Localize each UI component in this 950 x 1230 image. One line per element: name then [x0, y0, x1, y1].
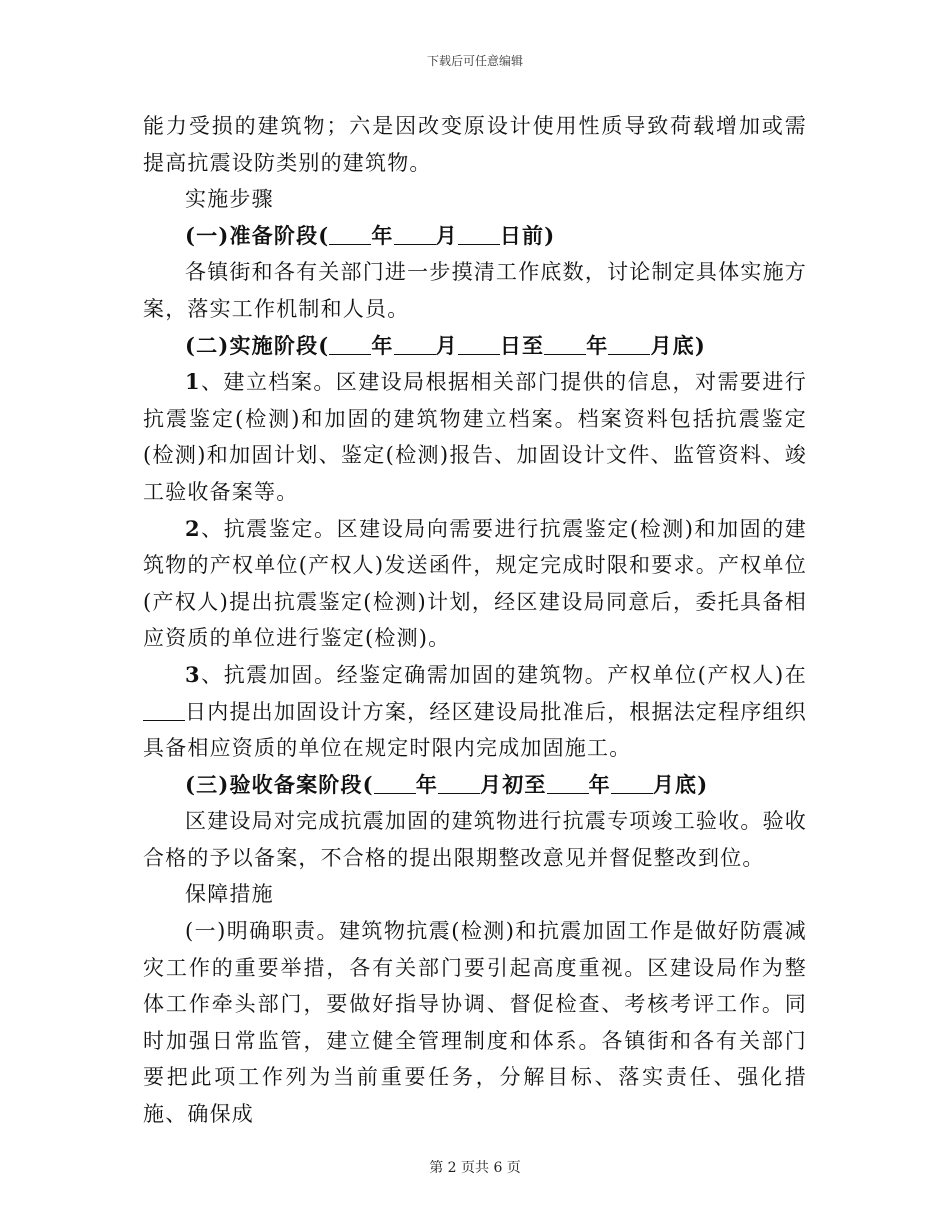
page-header: 下载后可任意编辑 [426, 54, 523, 68]
stage-heading-text: (三)验收备案阶段( [185, 771, 374, 797]
item-number: 1 [185, 369, 201, 395]
blank-line [143, 699, 185, 721]
stage-heading-text: 年 [415, 771, 439, 797]
stage-heading-text: 月底) [650, 332, 706, 358]
paragraph-building-categories: 能力受损的建筑物；六是因改变原设计使用性质导致荷载增加或需提高抗震设防类别的建筑物。 [143, 114, 807, 175]
stage-heading-text: 月 [435, 332, 458, 358]
stage-heading-text: 年 [588, 771, 611, 797]
blank-line [374, 772, 416, 794]
stage-heading-implementation [143, 328, 807, 365]
item-number: 3 [185, 661, 201, 687]
stage-heading-text: 日前) [499, 222, 556, 248]
stage-heading-text: 月底) [652, 771, 709, 797]
stage-heading-text: 月 [435, 222, 458, 248]
document-body [143, 108, 807, 1133]
paragraph-responsibilities: (一)明确职责。建筑物抗震(检测)和抗震加固工作是做好防震减灾工作的重要举措，各有关部门要引起高度重视。区建设局作为整体工作牵头部门，要做好指导协调、督促检查、考核考评工作。同时加强日常监管，建立健全管理制度和体系。各镇街和各有关部门要把此项工作列为当前重要任务，分解目标、落实责任、强化措施、确保成 [143, 919, 807, 1127]
stage-heading-text: (一)准备阶段( [185, 222, 330, 248]
section-heading-implementation-steps: 实施步骤 [185, 187, 274, 212]
blank-line [394, 333, 436, 355]
stage-heading-text: 年 [371, 222, 394, 248]
stage-heading-text: (二)实施阶段( [185, 332, 330, 358]
section-heading-safeguards: 保障措施 [185, 882, 274, 907]
blank-line [394, 223, 436, 245]
paragraph-text: 、抗震鉴定。区建设局向需要进行抗震鉴定(检测)和加固的建筑物的产权单位(产权人)发送函件，规定完成时限和要求。产权单位(产权人)提出抗震鉴定(检测)计划，经区建设局同意后，委托具备相应资质的单位进行鉴定(检测)。 [143, 516, 807, 651]
blank-line [608, 333, 650, 355]
blank-line [458, 333, 500, 355]
paragraph-preparation: 各镇街和各有关部门进一步摸清工作底数，讨论制定具体实施方案，落实工作机制和人员。 [143, 260, 807, 321]
stage-heading-acceptance [143, 767, 807, 804]
blank-line [438, 772, 480, 794]
paragraph-text: 日内提出加固设计方案，经区建设局批准后，根据法定程序组织具备相应资质的单位在规定时限内完成加固施工。 [143, 699, 807, 761]
blank-line [544, 333, 586, 355]
paragraph-text: 、抗震加固。经鉴定确需加固的建筑物。产权单位(产权人)在 [200, 662, 807, 687]
stage-heading-text: 年 [371, 332, 394, 358]
paragraph-archives [143, 364, 807, 510]
stage-heading-text: 月初至 [480, 771, 547, 797]
blank-line [458, 223, 500, 245]
paragraph-text: 、建立档案。区建设局根据相关部门提供的信息，对需要进行抗震鉴定(检测)和加固的建筑物建立档案。档案资料包括抗震鉴定(检测)和加固计划、鉴定(检测)报告、加固设计文件、监管资料、竣工验收备案等。 [143, 370, 807, 504]
stage-heading-text: 日至 [499, 332, 545, 358]
paragraph-acceptance: 区建设局对完成抗震加固的建筑物进行抗震专项竣工验收。验收合格的予以备案，不合格的提出限期整改意见并督促整改到位。 [143, 809, 807, 870]
blank-line [547, 772, 589, 794]
blank-line [329, 333, 371, 355]
paragraph-seismic-reinforcement [143, 657, 807, 767]
stage-heading-preparation [143, 218, 807, 255]
blank-line [329, 223, 371, 245]
stage-heading-text: 年 [586, 332, 609, 358]
page-footer: 第 2 页共 6 页 [429, 1160, 521, 1176]
paragraph-seismic-appraisal [143, 511, 807, 657]
blank-line [611, 772, 653, 794]
item-number: 2 [185, 515, 201, 541]
